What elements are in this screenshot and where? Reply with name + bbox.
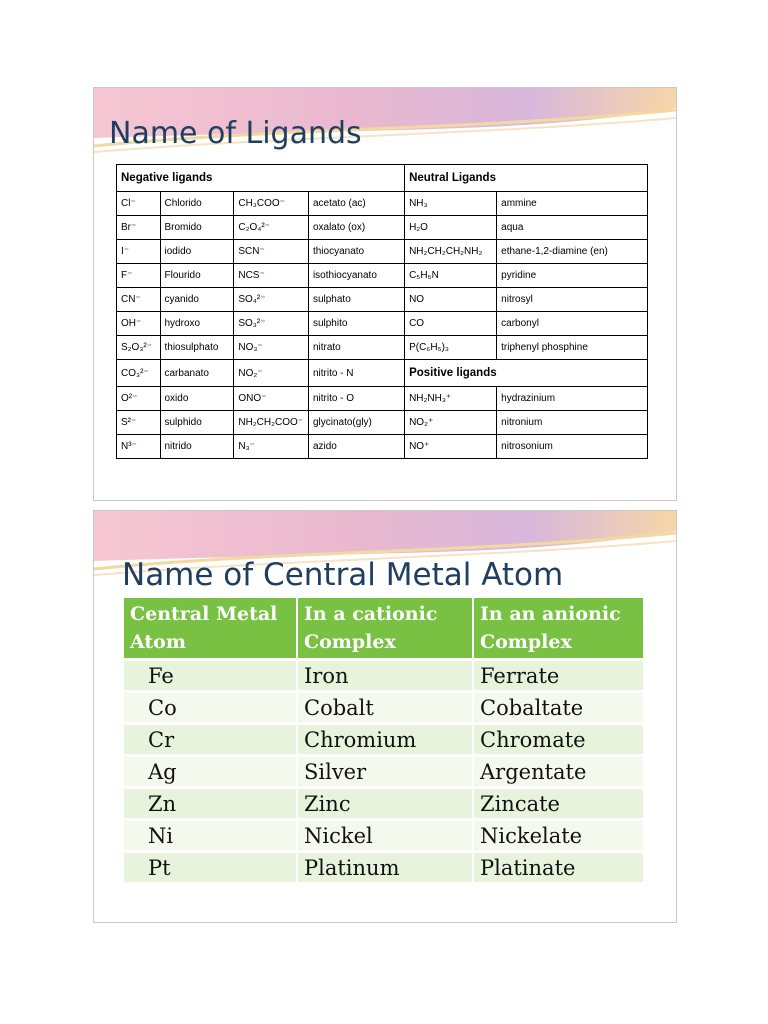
table-cell: nitrosonium	[497, 435, 648, 459]
table-cell: cyanido	[160, 288, 234, 312]
table-cell: NCS⁻	[234, 264, 309, 288]
table-row	[117, 336, 648, 360]
page-title: Name of Ligands	[109, 116, 362, 151]
anionic-name: Platinate	[474, 853, 643, 882]
table-cell: ammine	[497, 192, 648, 216]
table-cell: SO₃²⁻	[234, 312, 309, 336]
table-cell: sulphido	[160, 411, 234, 435]
table-cell: Br⁻	[117, 216, 161, 240]
table-cell: aqua	[497, 216, 648, 240]
table-cell: C₂O₄²⁻	[234, 216, 309, 240]
table-row	[117, 312, 648, 336]
metal-table	[122, 595, 645, 885]
table-cell: CO₃²⁻	[117, 360, 161, 387]
column-header: In a cationic Complex	[298, 598, 472, 658]
table-cell: nitrato	[308, 336, 404, 360]
slide-central-metal	[93, 510, 677, 923]
anionic-name: Argentate	[474, 757, 643, 786]
table-cell: NO₃⁻	[234, 336, 309, 360]
cationic-name: Chromium	[298, 725, 472, 754]
table-row	[117, 360, 648, 387]
table-cell: NO₂⁻	[234, 360, 309, 387]
table-cell: sulphito	[308, 312, 404, 336]
table-row	[124, 789, 643, 818]
table-cell: P(C₆H₅)₃	[405, 336, 497, 360]
metal-symbol: Ni	[124, 821, 296, 850]
table-cell: S₂O₃²⁻	[117, 336, 161, 360]
table-row	[124, 693, 643, 722]
table-cell: azido	[308, 435, 404, 459]
positive-ligands-header: Positive ligands	[405, 360, 648, 387]
table-cell: nitrito - O	[308, 387, 404, 411]
table-cell: Flourido	[160, 264, 234, 288]
table-cell: oxido	[160, 387, 234, 411]
column-header: In an anionic Complex	[474, 598, 643, 658]
table-row	[117, 435, 648, 459]
table-cell: nitrido	[160, 435, 234, 459]
table-row	[124, 853, 643, 882]
metal-symbol: Cr	[124, 725, 296, 754]
table-cell: nitronium	[497, 411, 648, 435]
cationic-name: Iron	[298, 661, 472, 690]
cationic-name: Zinc	[298, 789, 472, 818]
cationic-name: Platinum	[298, 853, 472, 882]
table-cell: NO	[405, 288, 497, 312]
neutral-ligands-header: Neutral Ligands	[405, 165, 648, 192]
negative-ligands-header: Negative ligands	[117, 165, 405, 192]
table-cell: carbanato	[160, 360, 234, 387]
table-row	[124, 757, 643, 786]
table-cell: thiocyanato	[308, 240, 404, 264]
table-row	[117, 216, 648, 240]
table-row	[117, 411, 648, 435]
table-row	[124, 821, 643, 850]
table-cell: NH₂CH₂CH₂NH₂	[405, 240, 497, 264]
anionic-name: Cobaltate	[474, 693, 643, 722]
slide-ligands	[93, 87, 677, 501]
metal-symbol: Pt	[124, 853, 296, 882]
table-cell: NO₂⁺	[405, 411, 497, 435]
table-cell: Cl⁻	[117, 192, 161, 216]
table-cell: O²⁻	[117, 387, 161, 411]
anionic-name: Nickelate	[474, 821, 643, 850]
table-cell: SCN⁻	[234, 240, 309, 264]
table-row	[117, 288, 648, 312]
table-cell: acetato (ac)	[308, 192, 404, 216]
table-row	[117, 264, 648, 288]
table-cell: nitrito - N	[308, 360, 404, 387]
table-row	[124, 725, 643, 754]
table-cell: CN⁻	[117, 288, 161, 312]
table-row	[117, 240, 648, 264]
table-cell: hydrazinium	[497, 387, 648, 411]
table-cell: nitrosyl	[497, 288, 648, 312]
table-cell: ethane-1,2-diamine (en)	[497, 240, 648, 264]
ligands-table	[116, 164, 648, 459]
anionic-name: Zincate	[474, 789, 643, 818]
table-cell: carbonyl	[497, 312, 648, 336]
table-cell: Bromido	[160, 216, 234, 240]
table-header-row	[117, 165, 648, 192]
metal-symbol: Ag	[124, 757, 296, 786]
table-header-row	[124, 598, 643, 658]
table-cell: N³⁻	[117, 435, 161, 459]
table-cell: OH⁻	[117, 312, 161, 336]
cationic-name: Cobalt	[298, 693, 472, 722]
table-cell: NO⁺	[405, 435, 497, 459]
table-cell: SO₄²⁻	[234, 288, 309, 312]
column-header: Central Metal Atom	[124, 598, 296, 658]
table-cell: thiosulphato	[160, 336, 234, 360]
anionic-name: Chromate	[474, 725, 643, 754]
table-cell: N₃⁻	[234, 435, 309, 459]
table-cell: CO	[405, 312, 497, 336]
table-row	[124, 661, 643, 690]
table-cell: isothiocyanato	[308, 264, 404, 288]
table-cell: Chlorido	[160, 192, 234, 216]
cationic-name: Silver	[298, 757, 472, 786]
metal-symbol: Zn	[124, 789, 296, 818]
table-cell: I⁻	[117, 240, 161, 264]
page-title: Name of Central Metal Atom	[122, 557, 564, 593]
table-cell: glycinato(gly)	[308, 411, 404, 435]
table-cell: NH₂CH₂COO⁻	[234, 411, 309, 435]
metal-symbol: Fe	[124, 661, 296, 690]
table-cell: C₅H₅N	[405, 264, 497, 288]
metal-symbol: Co	[124, 693, 296, 722]
table-cell: F⁻	[117, 264, 161, 288]
table-cell: triphenyl phosphine	[497, 336, 648, 360]
table-cell: hydroxo	[160, 312, 234, 336]
table-cell: ONO⁻	[234, 387, 309, 411]
table-cell: S²⁻	[117, 411, 161, 435]
table-cell: oxalato (ox)	[308, 216, 404, 240]
table-cell: iodido	[160, 240, 234, 264]
table-cell: sulphato	[308, 288, 404, 312]
table-cell: NH₃	[405, 192, 497, 216]
table-cell: NH₂NH₃⁺	[405, 387, 497, 411]
table-cell: pyridine	[497, 264, 648, 288]
table-row	[117, 192, 648, 216]
cationic-name: Nickel	[298, 821, 472, 850]
table-cell: H₂O	[405, 216, 497, 240]
table-cell: CH₃COO⁻	[234, 192, 309, 216]
table-row	[117, 387, 648, 411]
anionic-name: Ferrate	[474, 661, 643, 690]
